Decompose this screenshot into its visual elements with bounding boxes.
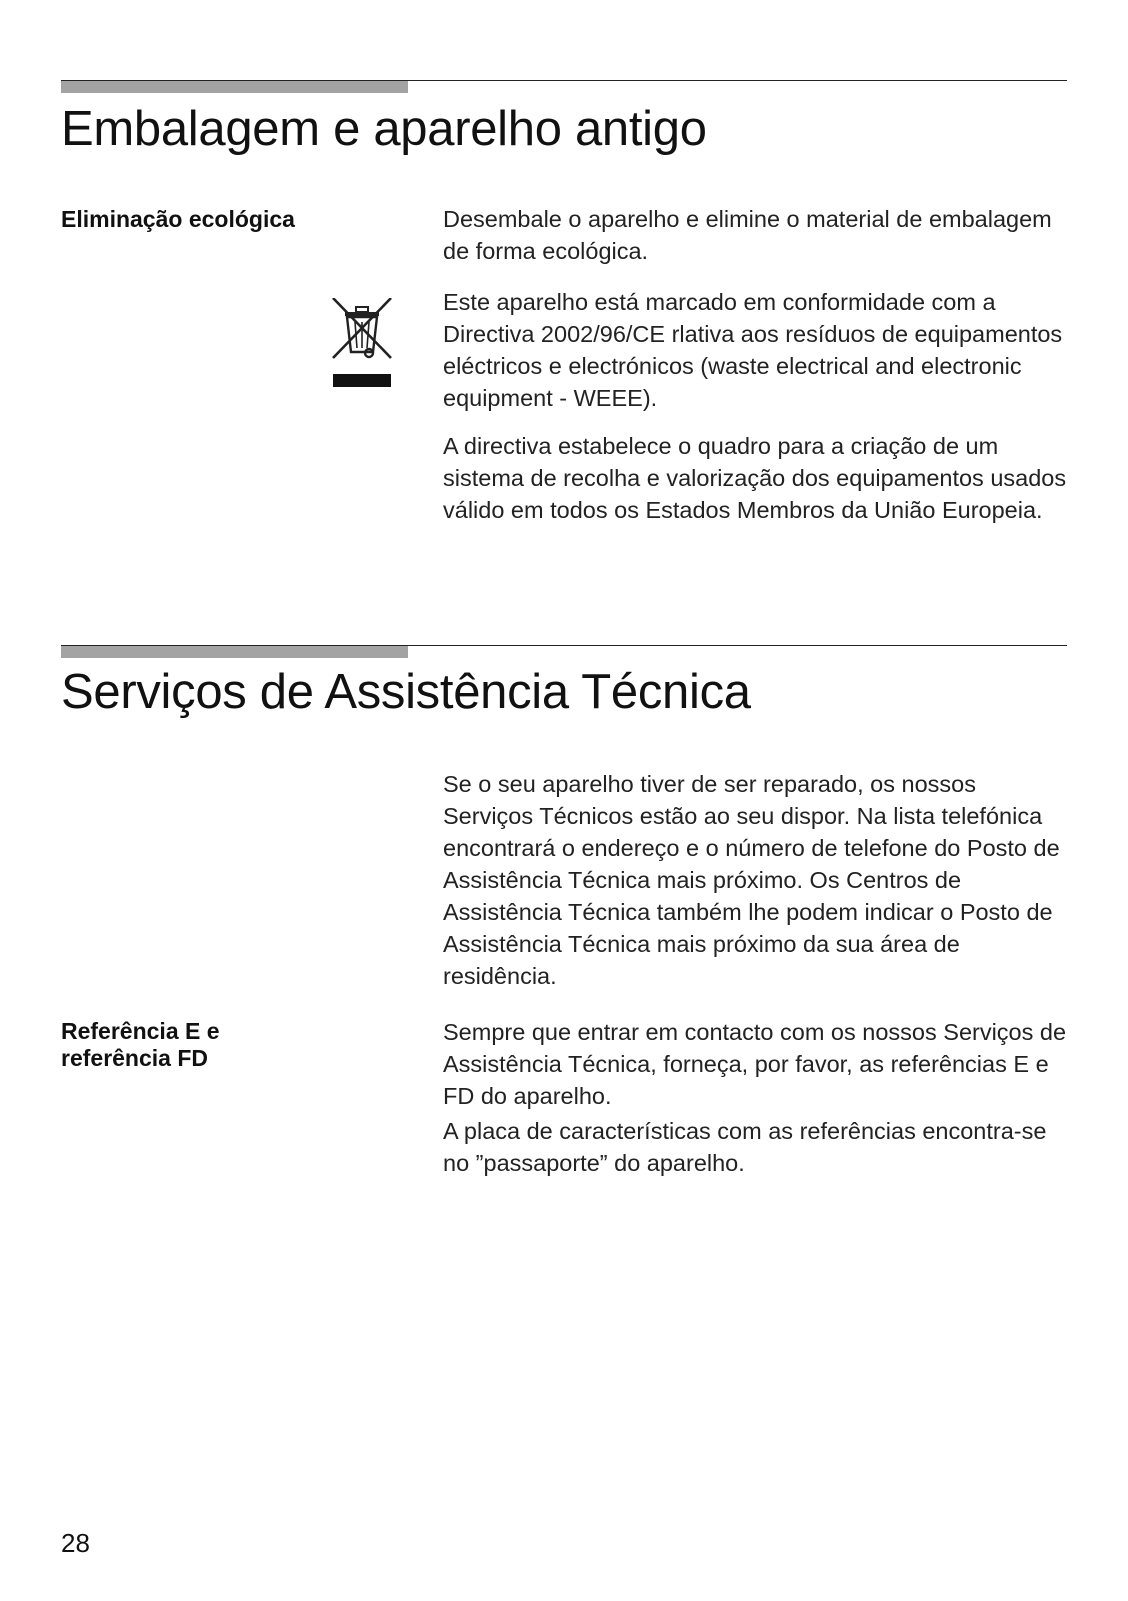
- section-heading-technical-assistance: Serviços de Assistência Técnica: [61, 665, 751, 719]
- paragraph-repair-services: Se o seu aparelho tiver de ser reparado, os nossos Serviços Técnicos estão ao seu dispor. Na lista telefónica encontrará o endereço e o número de telefone do Posto de Assistência Técnica mais próximo. Os Centros de Assistência Técnica também lhe podem indicar o Posto de Assistência Técnica mais próximo da sua área de residência.: [443, 771, 1060, 989]
- divider-bar: [61, 645, 408, 658]
- divider-line: [61, 645, 1067, 646]
- side-label-eco-disposal: Eliminação ecológica: [61, 206, 295, 232]
- paragraph-weee-marking: Este aparelho está marcado em conformidade com a Directiva 2002/96/CE rlativa aos resíduos de equipamentos eléctricos e electrónicos (waste electrical and electronic equipment - WEEE).: [443, 289, 1063, 411]
- side-label-references-line-2: referência FD: [61, 1045, 209, 1071]
- crossed-out-wheelie-bin-icon: [331, 298, 393, 390]
- paragraph-directive: A directiva estabelece o quadro para a criação de um sistema de recolha e valorização dos equipamentos usados válido em todos os Estados Membros da União Europeia.: [443, 433, 1067, 523]
- side-label-references-line-1: Referência E e: [61, 1018, 220, 1044]
- divider-bar: [61, 80, 408, 93]
- section-divider: [61, 80, 1067, 94]
- paragraph-rating-plate: A placa de características com as referências encontra-se no ”passaporte” do aparelho.: [443, 1118, 1047, 1176]
- side-label-references: [61, 1018, 220, 1072]
- paragraph-unpack: Desembale o aparelho e elimine o material de embalagem de forma ecológica.: [443, 206, 1052, 264]
- section-heading-packaging: Embalagem e aparelho antigo: [61, 102, 707, 156]
- page-number: 28: [61, 1528, 90, 1558]
- divider-line: [61, 80, 1067, 81]
- paragraph-contact-references: Sempre que entrar em contacto com os nossos Serviços de Assistência Técnica, forneça, por favor, as referências E e FD do aparelho.: [443, 1019, 1067, 1109]
- section-divider: [61, 645, 1067, 659]
